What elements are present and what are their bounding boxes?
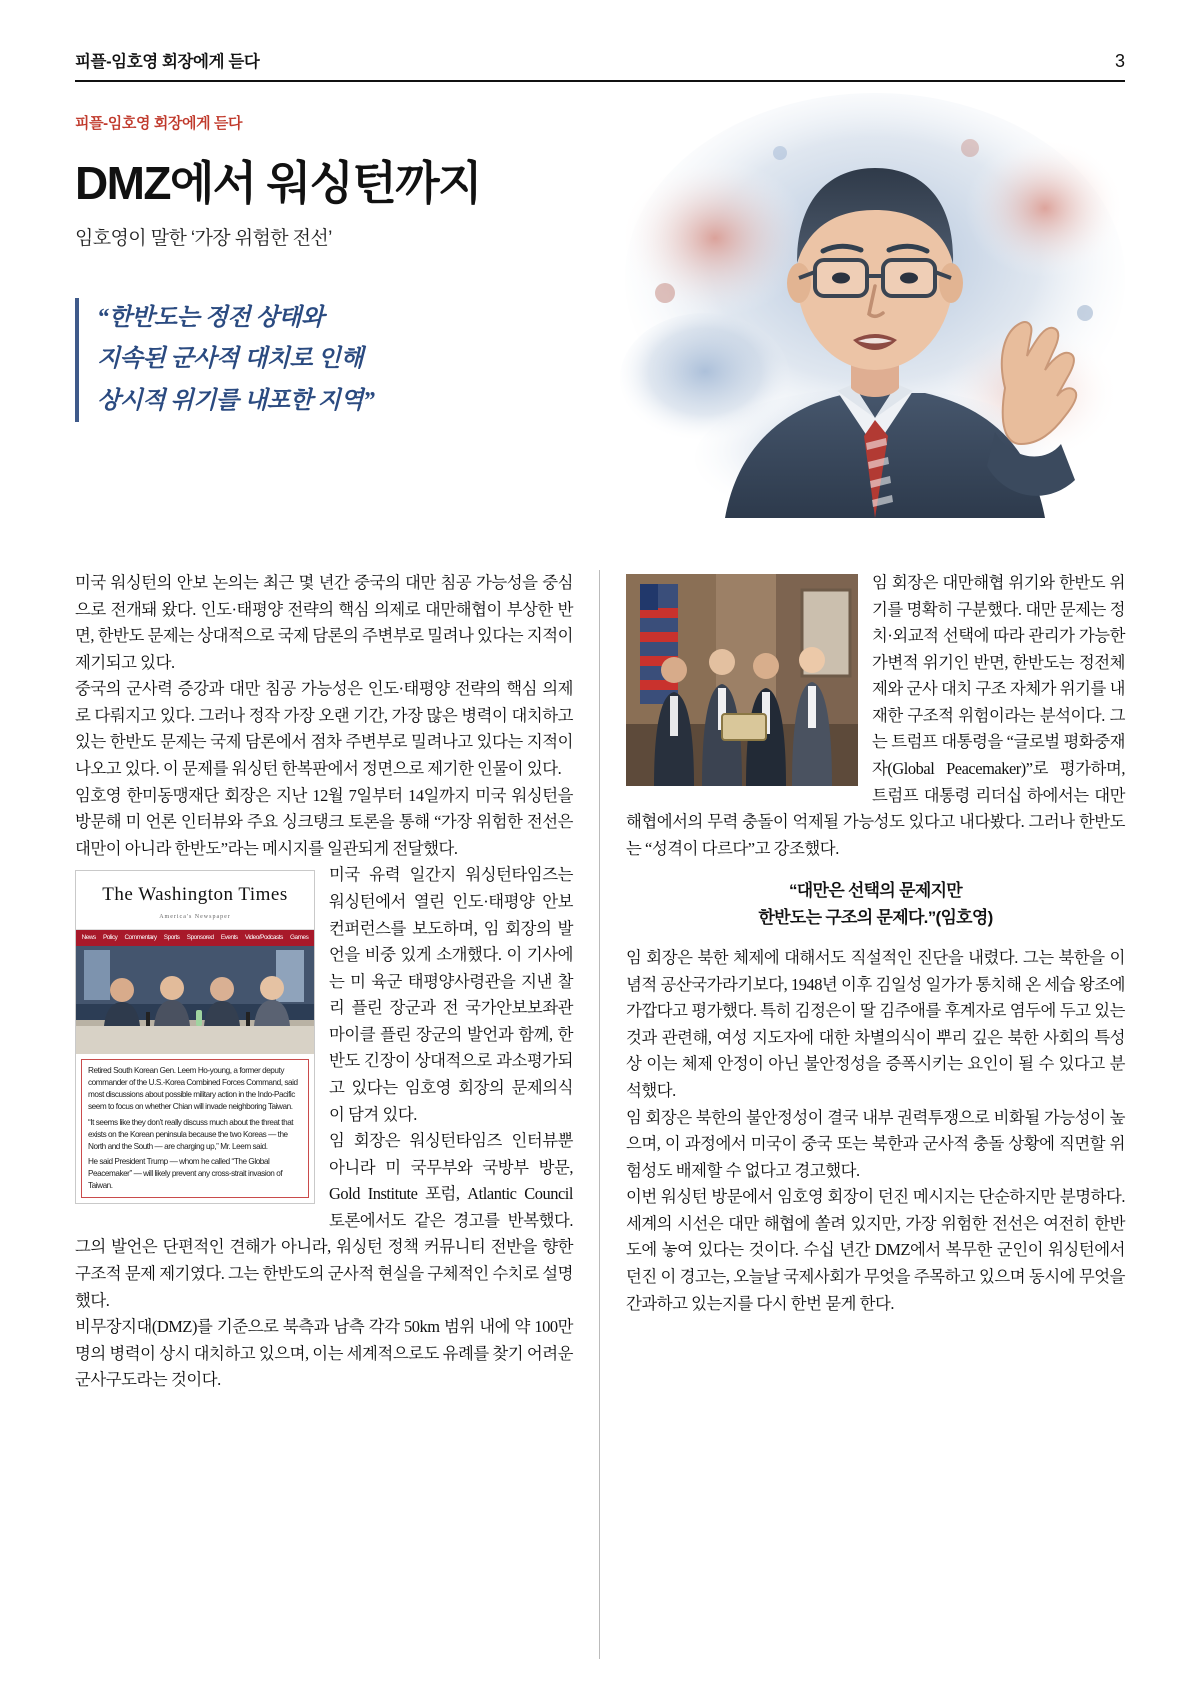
wt-caption-text: Retired South Korean Gen. Leem Ho-young, a former deputy commander of the U.S.-Korea Combined Forces Command, said most discussions about possible military action in the Indo-Pacific seem to focus on whether Chian will invade neighboring Taiwan. — [88, 1066, 298, 1111]
wt-caption-quote: “It seems like they don’t really discuss much about the threat that exists on the Korean peninsula because the two Koreas — the North and the South — are charging up,” Mr. Leem said. — [88, 1117, 294, 1151]
meeting-photo — [626, 574, 858, 786]
pull-quote-line-2: 지속된 군사적 대치로 인해 — [97, 346, 364, 373]
paragraph: 미국 워싱턴의 안보 논의는 최근 몇 년간 중국의 대만 침공 가능성을 중심으로 전개돼 왔다. 인도·태평양 전략의 핵심 의제로 대만해협이 부상한 반면, 한반도 문제는 상대적으로 국제 담론의 주변부로 밀려나 있다는 지적이 제기되고 있다. — [75, 573, 573, 672]
wt-caption-last: He said President Trump — whom he called “The Global Peacemaker” — will likely prevent any cross-strait invasion of Taiwan. — [88, 1157, 283, 1191]
portrait-illustration — [575, 88, 1135, 518]
paragraph: 비무장지대(DMZ)를 기준으로 북측과 남측 각각 50km 범위 내에 약 100만 명의 병력이 상시 대치하고 있으며, 이는 세계적으로도 유례를 찾기 어려운 군사구도라는 것이다. — [75, 1317, 573, 1390]
wt-nav-item[interactable]: Sports — [163, 933, 180, 941]
wt-nav-item[interactable]: Policy — [102, 933, 118, 941]
wt-panel-photo — [76, 946, 314, 1054]
paragraph: 임 회장은 워싱턴타임즈 인터뷰뿐 아니라 미 국무부와 국방부 방문, Gold Institute 포럼, Atlantic Council 토론에서도 같은 경고를 반복했다. 그의 발언은 단편적인 견해가 아니라, 워싱턴 정책 커뮤니티 전반을 향한 구조적 문제 제기였다. 그는 한반도의 군사적 현실을 구체적인 수치로 설명했다. — [75, 1131, 573, 1310]
wt-caption — [81, 1059, 309, 1198]
wt-nav[interactable] — [76, 930, 314, 946]
section-quote — [626, 878, 1125, 931]
article-body — [75, 570, 1125, 1659]
article-subhead: 임호영이 말한 ‘가장 위험한 전선’ — [75, 228, 332, 249]
masthead — [75, 112, 1125, 512]
paragraph: 이번 워싱턴 방문에서 임호영 회장이 던진 메시지는 단순하지만 분명하다. 세계의 시선은 대만 해협에 쏠려 있지만, 가장 위험한 전선은 여전히 한반도에 놓여 있다는 것이다. 수십 년간 DMZ에서 복무한 군인이 워싱턴에서 던진 이 경고는, 오늘날 국제사회가 무엇을 주목하고 있으며 동시에 무엇을 간과하고 있는지를 다시 한번 묻게 한다. — [626, 1187, 1125, 1313]
washington-times-clipping — [75, 870, 315, 1204]
column-right — [600, 570, 1125, 1659]
page-number: 3 — [1114, 51, 1125, 71]
wt-nav-item[interactable]: Sponsored — [186, 933, 214, 941]
section-quote-line-1: “대만은 선택의 문제지만 — [788, 881, 963, 901]
wt-nav-item[interactable]: News — [81, 933, 96, 941]
article-kicker: 피플-임호영 회장에게 듣다 — [75, 115, 243, 132]
paragraph: 중국의 군사력 증강과 대만 침공 가능성은 인도·태평양 전략의 핵심 의제로 다뤄지고 있다. 그러나 정작 가장 오랜 기간, 가장 많은 병력이 대치하고 있는 한반도 문제는 국제 담론에서 점차 주변부로 밀려나고 있다는 지적이 나오고 있다. 이 문제를 워싱턴 한복판에서 정면으로 제기한 인물이 있다. — [75, 679, 573, 779]
wt-masthead-sub: America's Newspaper — [159, 914, 231, 921]
paragraph: 임 회장은 대만해협 위기와 한반도 위기를 명확히 구분했다. 대만 문제는 정치·외교적 선택에 따라 관리가 가능한 가변적 위기인 반면, 한반도는 정전체제와 군사 대치 구조 자체가 위기를 내재한 구조적 위험이라는 분석이다. 그는 트럼프 대통령을 “글로벌 평화중재자(Global Peacemaker)”로 평가하며, 트럼프 대통령 리더십 하에서는 대만해협에서의 무력 충돌이 억제될 가능성도 있다고 내다봤다. 그러나 한반도는 “성격이 다르다”고 강조했다. — [626, 573, 1125, 858]
pull-quote-line-3: 상시적 위기를 내포한 지역” — [97, 387, 375, 414]
wt-nav-item[interactable]: Events — [220, 933, 238, 941]
pull-quote — [75, 298, 435, 422]
wt-nav-item[interactable]: Video/Podcasts — [244, 933, 283, 941]
paragraph: 임 회장은 북한의 불안정성이 결국 내부 권력투쟁으로 비화될 가능성이 높으며, 이 과정에서 미국이 중국 또는 북한과 군사적 충돌 상황에 직면할 위험성도 배제할 수 없다고 경고했다. — [626, 1107, 1125, 1180]
wt-masthead — [76, 871, 314, 929]
paragraph: 임 회장은 북한 체제에 대해서도 직설적인 진단을 내렸다. 그는 북한을 이념적 공산국가라기보다, 1948년 이후 김일성 일가가 통치해 온 세습 왕조에 가깝다고 평가했다. 특히 김정은이 딸 김주애를 후계자로 염두에 두고 있는 것과 관련해, 여성 지도자에 대한 차별의식이 뿌리 깊은 북한 사회의 특성상 이는 체제 안정이 아닌 불안정성을 증폭시키는 요인이 될 수 있다고 분석했다. — [626, 948, 1125, 1100]
section-quote-line-2: 한반도는 구조의 문제다.”(임호영) — [758, 907, 993, 927]
wt-nav-item[interactable]: Games — [290, 933, 309, 941]
wt-nav-item[interactable]: Commentary — [124, 933, 157, 941]
page-title: DMZ에서 워싱턴까지 — [75, 157, 481, 209]
pull-quote-line-1: “한반도는 정전 상태와 — [97, 305, 324, 331]
paragraph: 임호영 한미동맹재단 회장은 지난 12월 7일부터 14일까지 미국 워싱턴을 방문해 미 언론 인터뷰와 주요 싱크탱크 토론을 통해 “가장 위험한 전선은 대만이 아니라 한반도”라는 메시지를 일관되게 전달했다. — [75, 785, 573, 858]
wt-masthead-title: The Washington Times — [102, 884, 288, 906]
running-head-title: 피플-임호영 회장에게 듣다 — [75, 53, 260, 71]
running-head — [75, 0, 1125, 82]
column-left — [75, 570, 600, 1659]
paragraph: 미국 유력 일간지 워싱턴타임즈는 워싱턴에서 열린 인도·태평양 안보 컨퍼런스를 보도하며, 임 회장의 발언을 비중 있게 소개했다. 이 기사에는 미 육군 태평양사령관을 지낸 찰리 플린 장군과 전 국가안보보좌관 마이클 플린 장군의 발언과 함께, 한반도 긴장이 상대적으로 과소평가되고 있다는 임호영 회장의 문제의식이 담겨 있다. — [329, 865, 573, 1124]
